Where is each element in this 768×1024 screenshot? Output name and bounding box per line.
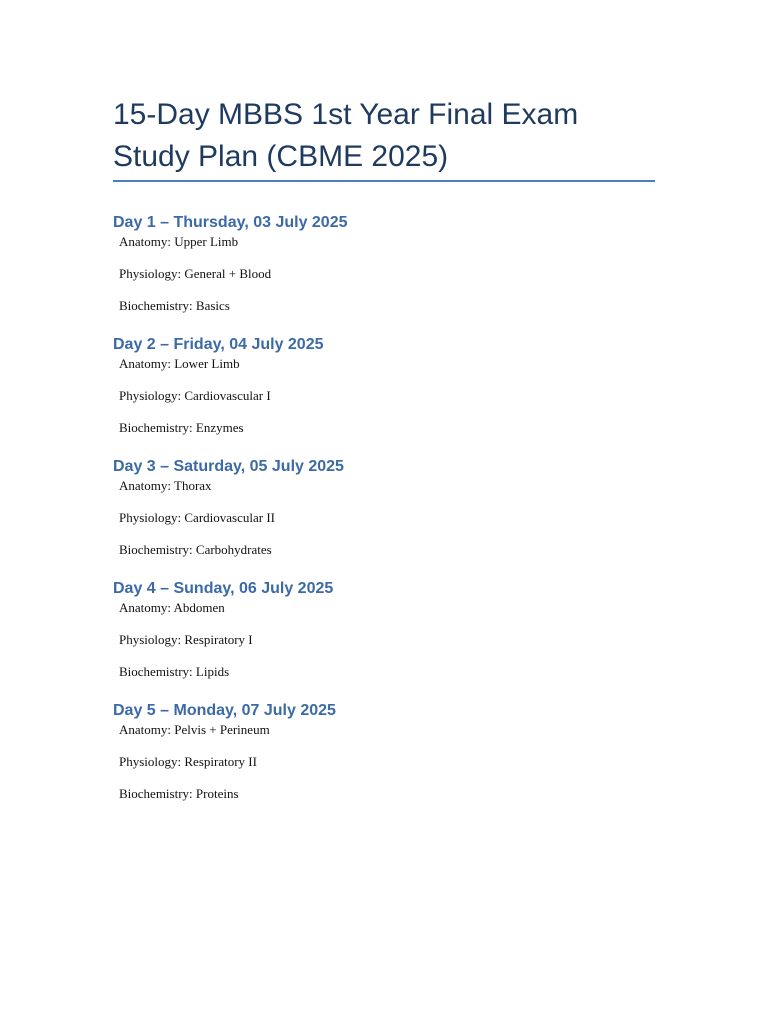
document-page bbox=[113, 94, 655, 822]
day-heading: Day 5 – Monday, 07 July 2025 bbox=[113, 702, 336, 719]
day-items bbox=[113, 600, 655, 680]
list-item: Physiology: Respiratory II bbox=[119, 754, 257, 769]
list-item: Biochemistry: Carbohydrates bbox=[119, 542, 272, 557]
day-list bbox=[113, 212, 655, 802]
day-section-5 bbox=[113, 700, 655, 802]
day-items bbox=[113, 356, 655, 436]
day-section-1 bbox=[113, 212, 655, 314]
day-items bbox=[113, 478, 655, 558]
day-items bbox=[113, 234, 655, 314]
list-item: Anatomy: Abdomen bbox=[119, 600, 225, 615]
list-item: Biochemistry: Proteins bbox=[119, 786, 239, 801]
day-heading: Day 2 – Friday, 04 July 2025 bbox=[113, 336, 324, 353]
list-item: Anatomy: Pelvis + Perineum bbox=[119, 722, 270, 737]
day-heading: Day 4 – Sunday, 06 July 2025 bbox=[113, 580, 334, 597]
day-heading: Day 3 – Saturday, 05 July 2025 bbox=[113, 458, 344, 475]
day-section-2 bbox=[113, 334, 655, 436]
day-section-3 bbox=[113, 456, 655, 558]
list-item: Physiology: Cardiovascular I bbox=[119, 388, 271, 403]
list-item: Anatomy: Upper Limb bbox=[119, 234, 239, 249]
list-item: Anatomy: Lower Limb bbox=[119, 356, 240, 371]
list-item: Physiology: Cardiovascular II bbox=[119, 510, 275, 525]
title-underline bbox=[113, 180, 655, 182]
page-title: 15-Day MBBS 1st Year Final Exam Study Plan (CBME 2025) bbox=[113, 98, 579, 173]
day-items bbox=[113, 722, 655, 802]
list-item: Physiology: Respiratory I bbox=[119, 632, 253, 647]
day-section-4 bbox=[113, 578, 655, 680]
list-item: Physiology: General + Blood bbox=[119, 266, 272, 281]
list-item: Biochemistry: Basics bbox=[119, 298, 230, 313]
list-item: Biochemistry: Lipids bbox=[119, 664, 230, 679]
list-item: Biochemistry: Enzymes bbox=[119, 420, 244, 435]
day-heading: Day 1 – Thursday, 03 July 2025 bbox=[113, 214, 348, 231]
list-item: Anatomy: Thorax bbox=[119, 478, 212, 493]
